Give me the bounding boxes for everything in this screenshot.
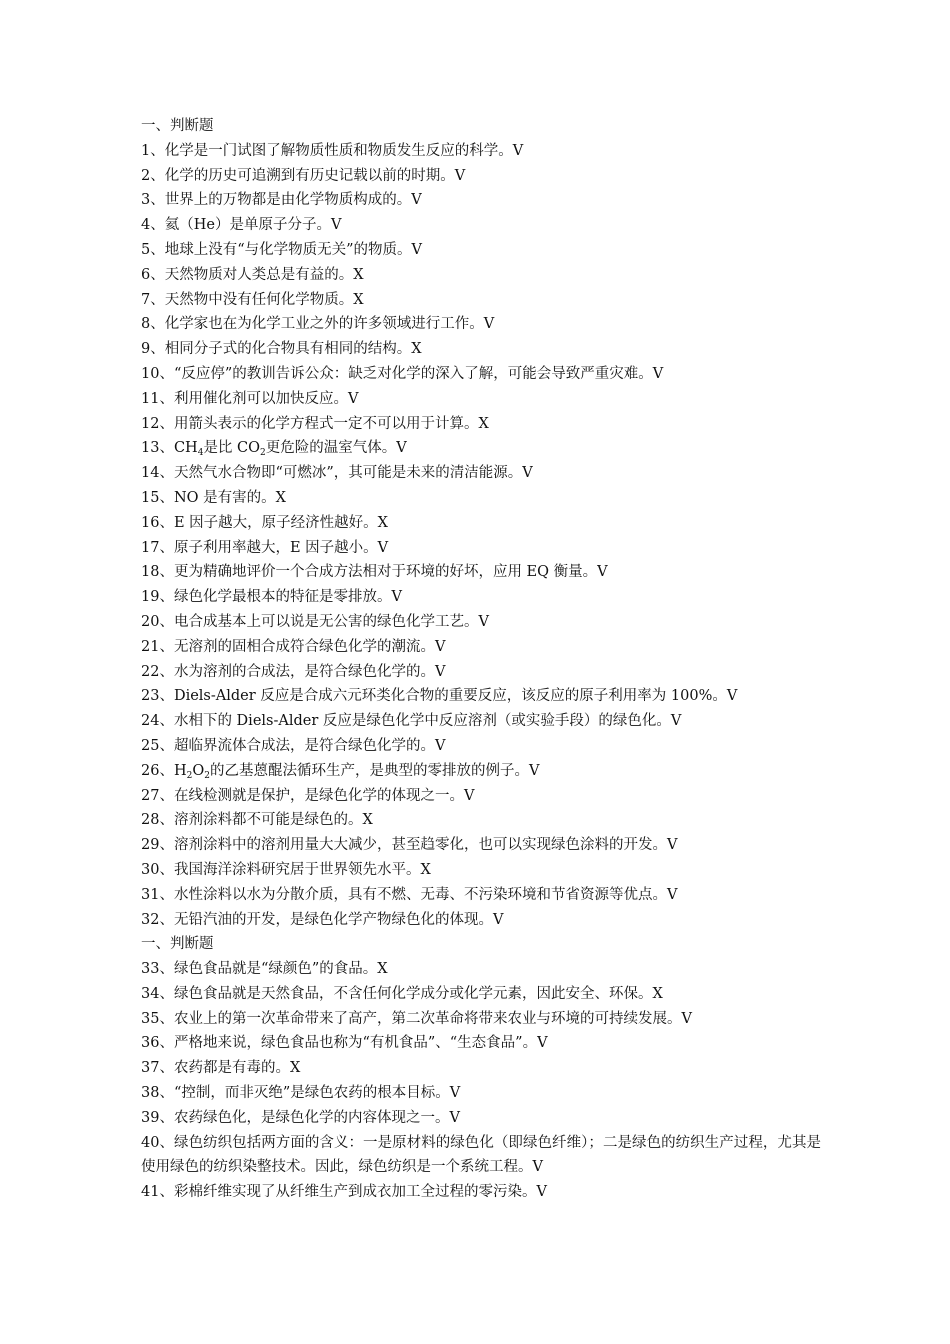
question-item-13 <box>141 436 821 461</box>
question-item: 11、利用催化剂可以加快反应。V <box>141 390 359 407</box>
question-item: 4、氦（He）是单原子分子。V <box>141 217 342 234</box>
question-item: 7、天然物中没有任何化学物质。X <box>141 291 364 308</box>
item-26-sub-2b: 2 <box>204 770 210 781</box>
question-item: 18、更为精确地评价一个合成方法相对于环境的好坏，应用 EQ 衡量。V <box>141 564 608 581</box>
question-item: 36、严格地来说，绿色食品也称为“有机食品”、“生态食品”。V <box>141 1035 548 1052</box>
item-26-mid: O <box>192 762 205 779</box>
question-item: 9、相同分子式的化合物具有相同的结构。X <box>141 341 422 358</box>
question-item: 23、Diels-Alder 反应是合成六元环类化合物的重要反应，该反应的原子利用率为 100%。V <box>141 688 738 705</box>
question-item-26 <box>141 759 821 784</box>
question-item: 38、“控制，而非灭绝”是绿色农药的根本目标。V <box>141 1085 461 1102</box>
question-item: 6、天然物质对人类总是有益的。X <box>141 266 364 283</box>
question-item: 27、在线检测就是保护，是绿色化学的体现之一。V <box>141 787 475 804</box>
question-item: 20、电合成基本上可以说是无公害的绿色化学工艺。V <box>141 613 489 630</box>
question-item: 15、NO 是有害的。X <box>141 489 286 506</box>
question-item: 12、用箭头表示的化学方程式一定不可以用于计算。X <box>141 415 489 432</box>
question-item: 33、绿色食品就是“绿颜色”的食品。X <box>141 961 388 978</box>
question-item: 32、无铅汽油的开发，是绿色化学产物绿色化的体现。V <box>141 911 504 928</box>
question-item: 37、农药都是有毒的。X <box>141 1060 301 1077</box>
question-item: 2、化学的历史可追溯到有历史记载以前的时期。V <box>141 167 466 184</box>
question-item: 8、化学家也在为化学工业之外的许多领域进行工作。V <box>141 316 495 333</box>
question-item-40: 40、绿色纺织包括两方面的含义：一是原材料的绿色化（即绿色纤维）；二是绿色的纺织生产过程，尤其是使用绿色的纺织染整技术。因此，绿色纺织是一个系统工程。V <box>141 1134 821 1176</box>
item-26-prefix: 26、H <box>141 762 187 779</box>
question-item: 17、原子利用率越大，E 因子越小。V <box>141 539 389 556</box>
question-item: 10、“反应停”的教训告诉公众：缺乏对化学的深入了解，可能会导致严重灾难。V <box>141 365 664 382</box>
question-item: 24、水相下的 Diels-Alder 反应是绿色化学中反应溶剂（或实验手段）的绿色化。V <box>141 713 682 730</box>
item-26-suffix: 的乙基蒽醌法循环生产，是典型的零排放的例子。V <box>209 762 540 779</box>
question-item: 1、化学是一门试图了解物质性质和物质发生反应的科学。V <box>141 142 524 159</box>
question-item: 34、绿色食品就是天然食品，不含任何化学成分或化学元素，因此安全、环保。X <box>141 985 663 1002</box>
question-item: 21、无溶剂的固相合成符合绿色化学的潮流。V <box>141 638 446 655</box>
question-item: 35、农业上的第一次革命带来了高产，第二次革命将带来农业与环境的可持续发展。V <box>141 1010 692 1027</box>
question-item: 28、溶剂涂料都不可能是绿色的。X <box>141 812 373 829</box>
question-item: 25、超临界流体合成法，是符合绿色化学的。V <box>141 737 446 754</box>
document-page <box>141 114 821 1205</box>
section-title: 一、判断题 <box>141 118 214 134</box>
item-13-mid: 是比 CO <box>203 440 261 457</box>
question-item: 39、农药绿色化，是绿色化学的内容体现之一。V <box>141 1109 460 1126</box>
question-item: 16、E 因子越大，原子经济性越好。X <box>141 514 388 531</box>
question-item: 29、溶剂涂料中的溶剂用量大大减少，甚至趋零化，也可以实现绿色涂料的开发。V <box>141 837 678 854</box>
item-13-sub-2: 2 <box>260 448 266 459</box>
question-item: 14、天然气水合物即“可燃冰”，其可能是未来的清洁能源。V <box>141 465 533 482</box>
item-13-sub-4: 4 <box>197 448 204 459</box>
question-item: 31、水性涂料以水为分散介质，具有不燃、无毒、不污染环境和节省资源等优点。V <box>141 886 678 903</box>
question-item-41: 41、彩棉纤维实现了从纤维生产到成衣加工全过程的零污染。V <box>141 1184 547 1201</box>
question-item: 3、世界上的万物都是由化学物质构成的。V <box>141 192 422 209</box>
section-title: 一、判断题 <box>141 936 214 953</box>
question-item: 22、水为溶剂的合成法，是符合绿色化学的。V <box>141 663 446 680</box>
item-13-suffix: 更危险的温室气体。V <box>265 440 407 457</box>
question-item: 5、地球上没有“与化学物质无关”的物质。V <box>141 241 423 258</box>
item-26-sub-2a: 2 <box>186 770 193 781</box>
question-item: 19、绿色化学最根本的特征是零排放。V <box>141 589 402 606</box>
item-13-prefix: 13、CH <box>141 440 198 457</box>
question-item: 30、我国海洋涂料研究居于世界领先水平。X <box>141 861 431 878</box>
